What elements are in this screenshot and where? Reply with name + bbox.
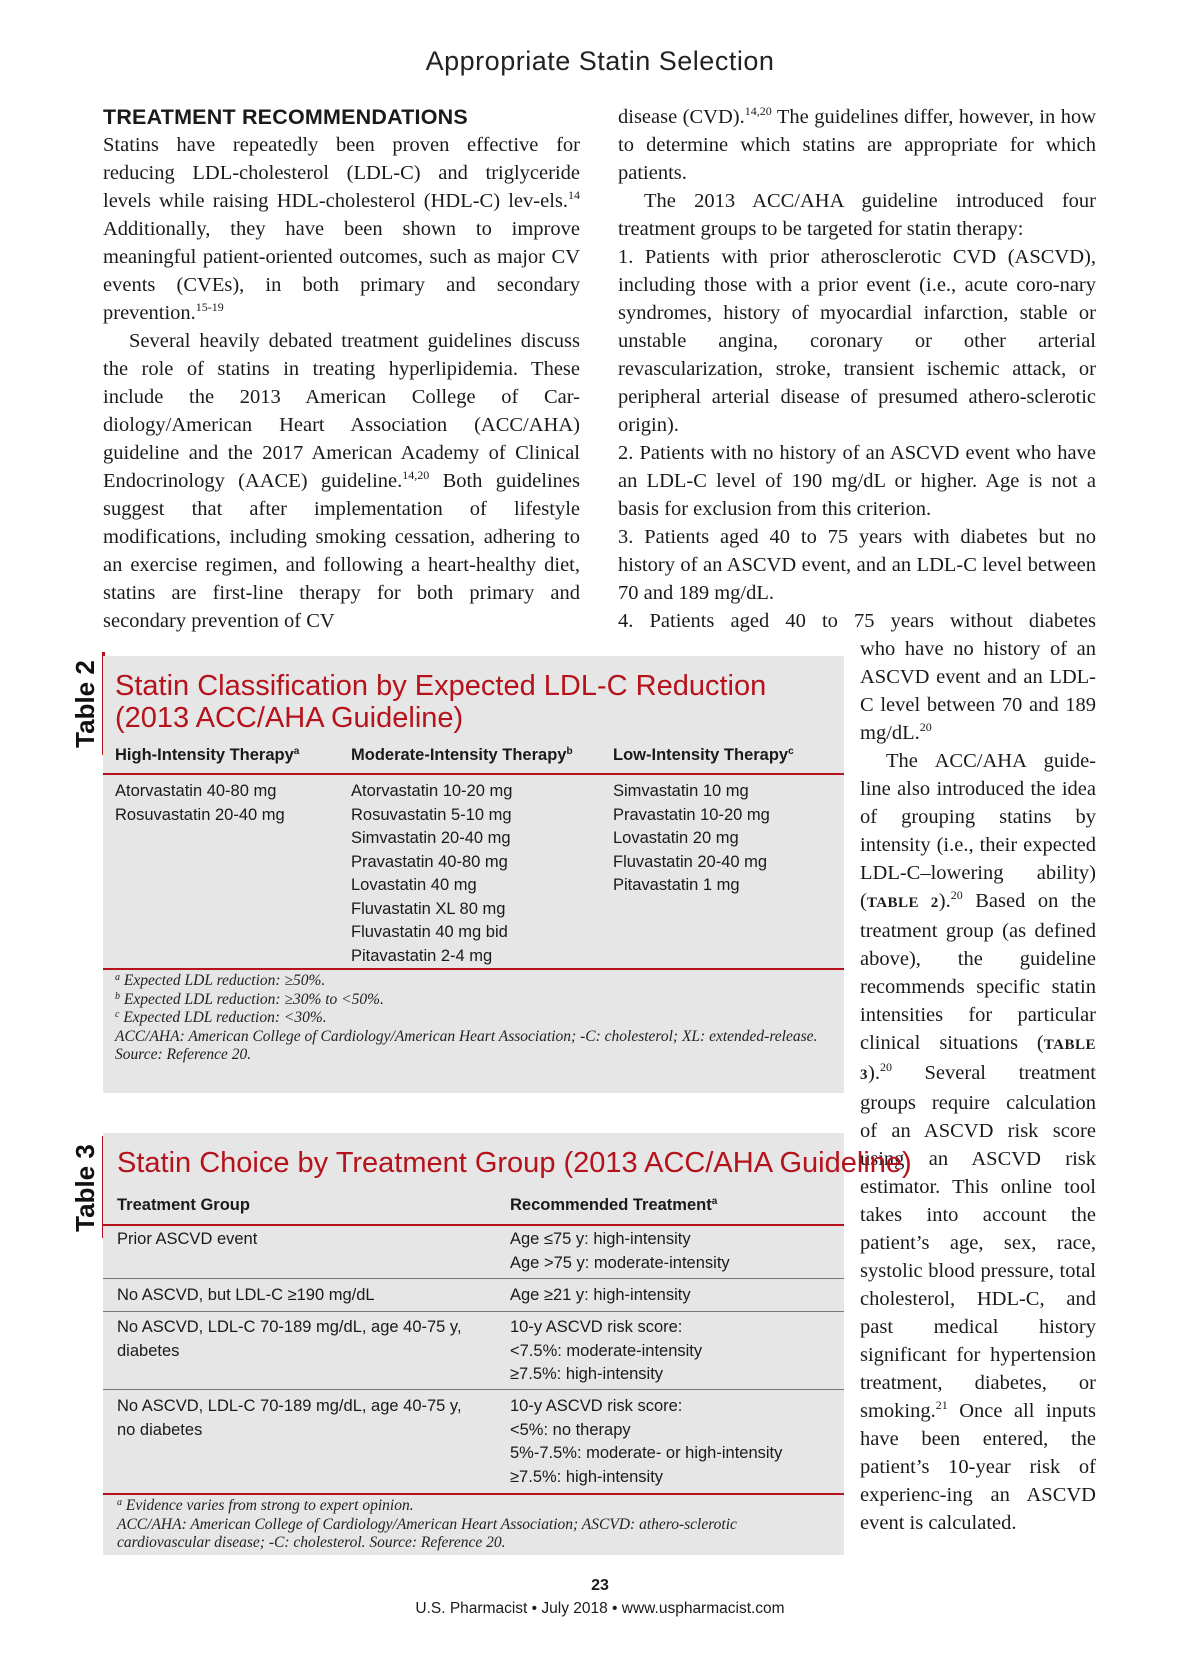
item4-text: who have no history of an ASCVD event and an LDL-C level between 70 and 189 mg/dL.: [860, 638, 1096, 744]
table-cell: ≥7.5%: high-intensity: [510, 1365, 664, 1383]
table-row: [117, 1316, 462, 1363]
table-cell: 5%-7.5%: moderate- or high-intensity: [510, 1444, 783, 1462]
table-3-box: [103, 1133, 912, 1555]
header-text: High-Intensity Therapy: [115, 746, 294, 764]
footnote-c: [115, 1009, 830, 1028]
table-2-title: [115, 670, 835, 734]
reference-superscript: 14: [568, 188, 580, 202]
treatment-group-item-3: 3. Patients aged 40 to 75 years with diabetes but no history of an ASCVD event, and an LDL-C level between 70 and 189 mg/dL.: [618, 526, 1096, 604]
table-cell: Fluvastatin 40 mg bid: [351, 923, 508, 941]
header-superscript: b: [566, 746, 573, 757]
table-cell: Simvastatin 20-40 mg: [351, 829, 511, 847]
table-cell: Simvastatin 10 mg: [613, 782, 749, 800]
table-cell: no diabetes: [117, 1420, 203, 1439]
reference-superscript: 20: [950, 888, 963, 902]
reference-superscript: 20: [879, 1060, 892, 1074]
table-2-header-moderate: [351, 746, 573, 765]
table-cell: Fluvastatin XL 80 mg: [351, 899, 506, 918]
right-p3-text-f: Once all inputs have been entered, the patient’s 10-year risk of experienc-ing an ASCVD event is calculated.: [860, 1400, 1096, 1534]
header-text: Low-Intensity Therapy: [613, 746, 789, 764]
table-cell: No ASCVD, but LDL-C ≥190 mg/dL: [117, 1286, 375, 1304]
table-cell: Age ≤75 y: high-intensity: [510, 1230, 691, 1248]
left-p2-text-b: Both guidelines suggest that after implementation of lifestyle modifications, including smoking cessation, adhering to an exercise regimen, and following a heart-healthy diet, statins are first-line therapy for both primary and secondary prevention of CV: [103, 470, 580, 632]
right-p3-text-b: ).: [938, 890, 951, 912]
footnote-text: Expected LDL reduction: <30%.: [119, 1009, 327, 1026]
treatment-group-item-2: 2. Patients with no history of an ASCVD event who have an LDL-C level of 190 mg/dL or higher. Age is not a basis for exclusion from this criterion.: [618, 442, 1096, 520]
header-superscript: c: [788, 746, 794, 757]
table-cell: Age ≥21 y: high-intensity: [510, 1286, 691, 1304]
table-2-title-line-2: (2013 ACC/AHA Guideline): [115, 702, 464, 734]
table-3-header-rule: [103, 1224, 844, 1226]
table-2-source: Source: Reference 20.: [115, 1046, 252, 1063]
table-cell: 10-y ASCVD risk score:: [510, 1397, 683, 1415]
table-2-header-rule: [103, 773, 844, 775]
footnote-marker: b: [115, 990, 120, 1002]
row-divider: [103, 1389, 844, 1390]
footnote-a: [115, 972, 830, 991]
table-2-reference: TABLE 2: [866, 895, 939, 911]
footnote-text: Expected LDL reduction: ≥30% to <50%.: [120, 990, 384, 1008]
right-column-narrow: [860, 635, 1096, 1537]
table-cell: Lovastatin 20 mg: [613, 829, 739, 847]
table-3-header-treatment: [510, 1196, 717, 1215]
header-text: Moderate-Intensity Therapy: [351, 746, 567, 764]
row-divider: [103, 1278, 844, 1279]
treatment-group-item-4-end: [860, 635, 1096, 747]
table-cell: Pitavastatin 2-4 mg: [351, 946, 493, 965]
right-paragraph-2: The 2013 ACC/AHA guideline introduced four treatment groups to be targeted for statin therapy:: [618, 190, 1096, 240]
table-3-footnotes: [117, 1497, 832, 1553]
table-cell: Prior ASCVD event: [117, 1230, 258, 1248]
table-row: [510, 1395, 782, 1489]
left-p1-text-b: Additionally, they have been shown to improve meaningful patient-oriented outcomes, such as major CV events (CVEs), in both primary and secondary prevention.: [103, 218, 580, 324]
left-p1-text-a: Statins have repeatedly been proven effective for reducing LDL-cholesterol (LDL-C) and triglyceride levels while raising HDL-cholesterol (HDL-C) lev-els.: [103, 134, 580, 212]
table-2-header-high: [115, 746, 299, 765]
table-3-reference: TABLE 3: [860, 1037, 1096, 1083]
footnote-marker: a: [117, 1497, 122, 1508]
table-row: [117, 1284, 375, 1308]
table-3-header-group: Treatment Group: [117, 1196, 250, 1214]
table-2-label: Table 2: [70, 660, 100, 748]
left-paragraph-1: [103, 131, 580, 327]
right-p3-text-d: ).: [868, 1062, 880, 1084]
table-cell: Atorvastatin 40-80 mg: [115, 782, 277, 800]
table-3-abbreviations: ACC/AHA: American College of Cardiology/American Heart Association; ASCVD: athero-sclerotic cardiovascular disease; -C: cholesterol. Source: Reference 20.: [117, 1515, 737, 1551]
table-2-footnotes: [115, 972, 830, 1065]
table-row: [117, 1228, 257, 1252]
footnote-marker: c: [115, 1009, 120, 1020]
reference-superscript: 14,20: [402, 468, 430, 482]
reference-superscript: 21: [935, 1398, 948, 1412]
table-2-col-low: [613, 780, 770, 898]
table-cell: ≥7.5%: high-intensity: [510, 1467, 664, 1486]
publication-footer: U.S. Pharmacist • July 2018 • www.uspharmacist.com: [415, 1600, 785, 1617]
table-row: [117, 1395, 462, 1442]
table-cell: Lovastatin 40 mg: [351, 876, 477, 894]
right-paragraph-1: [618, 103, 1096, 187]
table-2-box: [103, 656, 844, 1093]
right-p1-text-a: disease (CVD).: [618, 106, 745, 128]
right-paragraph-3: [860, 747, 1096, 1537]
table-2-bottom-rule: [103, 968, 844, 970]
table-cell: <5%: no therapy: [510, 1420, 631, 1439]
reference-superscript: 14,20: [744, 104, 772, 118]
left-paragraph-2: [103, 327, 580, 635]
right-p1-text-b: The guidelines differ, however, in how to determine which statins are appropriate for which patients.: [618, 106, 1096, 184]
left-p2-text-a: Several heavily debated treatment guidelines discuss the role of statins in treating hyperlipidemia. These include the 2013 American College of Car-diology/American Heart Association (ACC/AHA) guideline and the 2017 American Academy of Clinical Endocrinology (AACE) guideline.: [103, 330, 580, 492]
table-cell: Age >75 y: moderate-intensity: [510, 1253, 730, 1272]
table-cell: Pitavastatin 1 mg: [613, 876, 740, 894]
table-cell: diabetes: [117, 1341, 180, 1360]
page-number: 23: [591, 1577, 609, 1594]
footnote-text: Expected LDL reduction: ≥50%.: [120, 972, 326, 989]
table-2-abbreviations: ACC/AHA: American College of Cardiology/American Heart Association; -C: cholesterol; XL: extended-release.: [115, 1027, 818, 1045]
table-cell: No ASCVD, LDL-C 70-189 mg/dL, age 40-75 y,: [117, 1318, 462, 1336]
table-cell: Fluvastatin 20-40 mg: [613, 852, 768, 871]
footnote-b: [115, 991, 830, 1010]
table-2-title-line-1: Statin Classification by Expected LDL-C Reduction: [115, 670, 767, 702]
header-text: Recommended Treatment: [510, 1196, 712, 1214]
reference-superscript: 20: [919, 720, 932, 734]
table-row: [510, 1284, 691, 1308]
footnote-a: [117, 1497, 832, 1516]
table-cell: Rosuvastatin 20-40 mg: [115, 805, 285, 824]
treatment-group-item-1: 1. Patients with prior atherosclerotic CVD (ASCVD), including those with a prior event (i.e., acute coro-nary syndromes, history of myocardial infarction, stable or unstable angina, coronary or other arterial revascularization, stroke, transient ischemic attack, or peripheral arterial disease of presumed athero-sclerotic origin).: [618, 246, 1096, 436]
running-head: Appropriate Statin Selection: [425, 46, 775, 76]
header-superscript: a: [293, 746, 300, 757]
table-cell: Atorvastatin 10-20 mg: [351, 782, 513, 800]
right-p3-text-e: Several treatment groups require calculation of an ASCVD risk score using an ASCVD risk estimator. This online tool takes into account the patient’s age, sex, race, systolic blood pressure, total cholesterol, HDL-C, and past medical history significant for hypertension treatment, diabetes, or smoking.: [860, 1062, 1096, 1422]
section-heading: TREATMENT RECOMMENDATIONS: [103, 105, 468, 129]
treatment-group-item-4-start: 4. Patients aged 40 to 75 years without diabetes: [618, 610, 1096, 632]
table-3-label: Table 3: [70, 1144, 100, 1232]
table-2-header-low: [613, 746, 794, 765]
table-3-title: Statin Choice by Treatment Group (2013 ACC/AHA Guideline): [117, 1147, 912, 1179]
table-cell: 10-y ASCVD risk score:: [510, 1318, 683, 1336]
table-row: [510, 1228, 730, 1275]
table-cell: Pravastatin 10-20 mg: [613, 805, 770, 824]
left-column: [103, 103, 580, 635]
table-row: [510, 1316, 702, 1387]
header-superscript: a: [711, 1196, 718, 1207]
footnote-text: Evidence varies from strong to expert opinion.: [122, 1497, 414, 1514]
table-cell: Rosuvastatin 5-10 mg: [351, 805, 512, 824]
table-cell: No ASCVD, LDL-C 70-189 mg/dL, age 40-75 y,: [117, 1397, 462, 1415]
row-divider: [103, 1311, 844, 1312]
table-2-col-moderate: [351, 780, 512, 968]
table-2-col-high: [115, 780, 285, 827]
table-cell: Pravastatin 40-80 mg: [351, 852, 508, 871]
right-column-top: [618, 103, 1096, 635]
reference-superscript: 15-19: [195, 300, 224, 314]
table-3-bottom-rule: [103, 1493, 844, 1495]
right-p3-text-a: The ACC/AHA guide-line also introduced the idea of grouping statins by intensity (i.e., their expected LDL-C–lowering ability) (: [860, 750, 1096, 912]
right-p3-text-c: Based on the treatment group (as defined above), the guideline recommends specific statin intensities for particular clinical situations (: [860, 890, 1096, 1054]
footnote-marker: a: [115, 972, 120, 983]
table-cell: <7.5%: moderate-intensity: [510, 1341, 703, 1360]
